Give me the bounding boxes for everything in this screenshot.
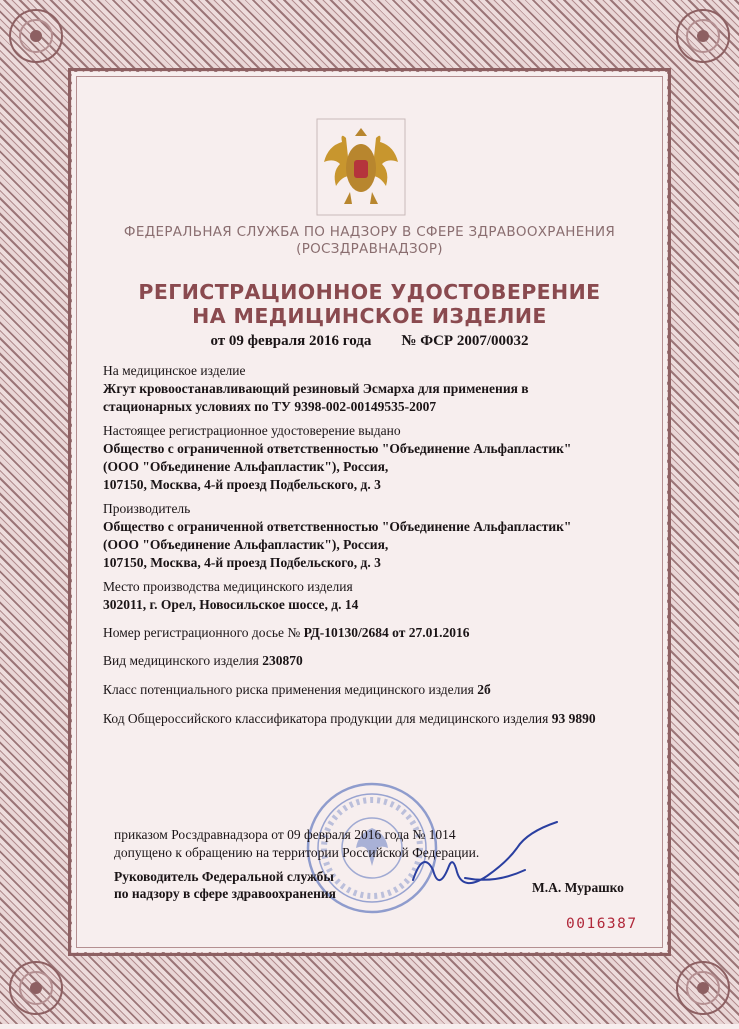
manufacturer-value-line: (ООО "Объединение Альфапластик"), Россия, (103, 537, 389, 552)
signatory-title-line: Руководитель Федеральной службы (114, 869, 334, 884)
issued-to-value-line: (ООО "Объединение Альфапластик"), Россия, (103, 459, 389, 474)
handwritten-signature-icon (405, 820, 565, 915)
risk-class-section (103, 681, 663, 699)
dossier-value: РД-10130/2684 от 27.01.2016 (303, 625, 470, 640)
issued-to-value-line: 107150, Москва, 4-й проезд Подбельского, д. 3 (103, 477, 381, 492)
issued-to-value-line: Общество с ограниченной ответственностью "Объединение Альфапластик" (103, 441, 572, 456)
device-type-value: 230870 (262, 653, 303, 668)
issued-to-section (103, 422, 663, 494)
device-type-label: Вид медицинского изделия (103, 653, 259, 668)
okp-code-section (103, 710, 663, 728)
dossier-section (103, 624, 663, 642)
okp-code-value: 93 9890 (551, 711, 596, 726)
dossier-label: Номер регистрационного досье № (103, 625, 301, 640)
corner-ornament-icon (667, 0, 739, 72)
certificate-number: № ФСР 2007/00032 (401, 333, 529, 349)
issue-date: от 09 февраля 2016 года (210, 333, 372, 349)
device-label: На медицинское изделие (103, 363, 246, 378)
production-site-section (103, 578, 663, 614)
coat-of-arms-emblem-icon (316, 118, 406, 216)
device-section (103, 362, 663, 416)
production-site-label: Место производства медицинского изделия (103, 579, 353, 594)
production-site-value: 302011, г. Орел, Новосильское шоссе, д. 14 (103, 597, 359, 612)
document-subtitle: НА МЕДИЦИНСКОЕ ИЗДЕЛИЕ (192, 304, 547, 328)
signatory-title (114, 868, 336, 902)
device-value-line: Жгут кровоостанавливающий резиновый Эсмарха для применения в (103, 381, 529, 396)
risk-class-value: 2б (477, 682, 491, 697)
order-line: допущено к обращению на территории Российской Федерации. (114, 845, 480, 860)
device-type-section (103, 652, 663, 670)
serial-number: 0016387 (566, 916, 638, 932)
signatory-title-line: по надзору в сфере здравоохранения (114, 886, 336, 901)
manufacturer-value-line: 107150, Москва, 4-й проезд Подбельского, д. 3 (103, 555, 381, 570)
agency-abbreviation: (РОСЗДРАВНАДЗОР) (296, 241, 443, 257)
device-value-line: стационарных условиях по ТУ 9398-002-00149535-2007 (103, 399, 437, 414)
okp-code-label: Код Общероссийского классификатора продукции для медицинского изделия (103, 711, 549, 726)
issued-to-label: Настоящее регистрационное удостоверение выдано (103, 423, 401, 438)
manufacturer-value-line: Общество с ограниченной ответственностью "Объединение Альфапластик" (103, 519, 572, 534)
signatory-name: М.А. Мурашко (532, 880, 624, 895)
date-number-line (0, 333, 739, 350)
risk-class-label: Класс потенциального риска применения медицинского изделия (103, 682, 474, 697)
manufacturer-label: Производитель (103, 501, 191, 516)
document-title: РЕГИСТРАЦИОННОЕ УДОСТОВЕРЕНИЕ (138, 280, 601, 304)
corner-ornament-icon (667, 952, 739, 1024)
order-line: приказом Росздравнадзора от 09 февраля 2016 года № 1014 (114, 827, 456, 842)
corner-ornament-icon (0, 0, 72, 72)
agency-name: ФЕДЕРАЛЬНАЯ СЛУЖБА ПО НАДЗОРУ В СФЕРЕ ЗДРАВООХРАНЕНИЯ (123, 224, 616, 240)
manufacturer-section (103, 500, 663, 572)
corner-ornament-icon (0, 952, 72, 1024)
